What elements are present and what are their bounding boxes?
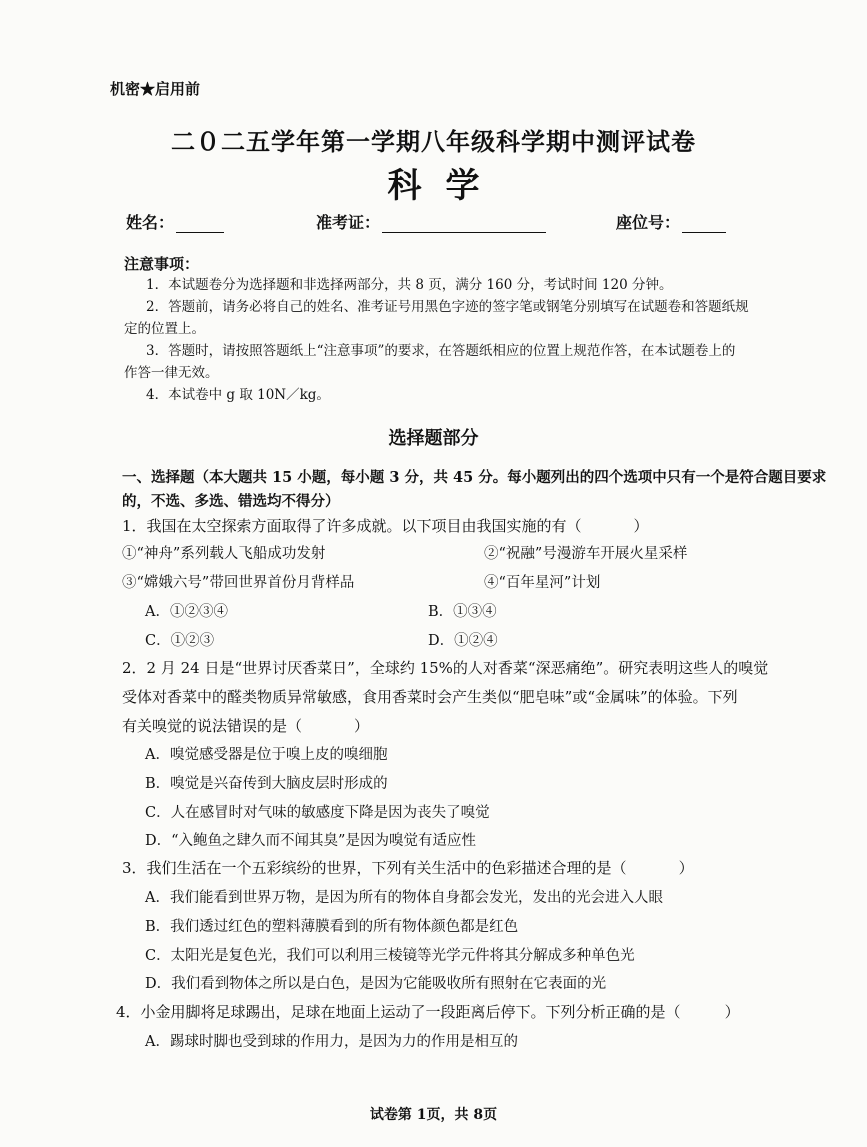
exam-number-field[interactable]: [316, 210, 546, 233]
confidential-label: 机密★启用前: [110, 80, 201, 98]
seat-field[interactable]: [616, 210, 726, 233]
question-2-option-a[interactable]: A．嗅觉感受器是位于嗅上皮的嗅细胞: [145, 747, 388, 763]
question-4-close: ）: [724, 1003, 740, 1021]
question-3-option-d[interactable]: D．我们看到物体之所以是白色，是因为它能吸收所有照射在它表面的光: [145, 976, 607, 992]
question-4-stem: [116, 1001, 740, 1022]
name-blank[interactable]: [176, 216, 224, 233]
question-3-stem: [122, 857, 694, 878]
question-1-item-2: ②“祝融”号漫游车开展火星采样: [484, 546, 688, 562]
question-1-stem: [122, 515, 649, 536]
note-1: 1．本试题卷分为选择题和非选择两部分，共 8 页，满分 160 分，考试时间 120 分钟。: [146, 277, 673, 293]
question-1-item-3: ③“嫦娥六号”带回世界首份月背样品: [122, 575, 355, 591]
question-1-option-a[interactable]: A．①②③④: [145, 604, 228, 620]
question-1-text: 1．我国在太空探索方面取得了许多成就。以下项目由我国实施的有（: [122, 517, 582, 535]
name-field[interactable]: [126, 210, 224, 233]
exam-number-blank[interactable]: [382, 216, 546, 233]
seat-blank[interactable]: [682, 216, 726, 233]
note-3: 3．答题时，请按照答题纸上“注意事项”的要求，在答题纸相应的位置上规范作答，在本试题卷上的: [146, 343, 736, 359]
note-2: 2．答题前，请务必将自己的姓名、准考证号用黑色字迹的签字笔或钢笔分别填写在试题卷和答题纸规: [146, 299, 749, 315]
question-2-option-b[interactable]: B．嗅觉是兴奋传到大脑皮层时形成的: [145, 776, 388, 792]
question-3-option-b[interactable]: B．我们透过红色的塑料薄膜看到的所有物体颜色都是红色: [145, 919, 519, 935]
question-1-option-d[interactable]: D．①②④: [428, 633, 498, 649]
section-intro-line2: 的，不选、多选、错选均不得分）: [122, 493, 340, 510]
question-3-option-c[interactable]: C．太阳光是复色光，我们可以利用三棱镜等光学元件将其分解成多种单色光: [145, 948, 635, 964]
exam-number-label: 准考证：: [316, 213, 381, 232]
section-intro-line1: 一、选择题（本大题共 15 小题，每小题 3 分，共 45 分。每小题列出的四个选项中只有一个是符合题目要求: [122, 469, 827, 486]
question-2-text: 有关嗅觉的说法错误的是（: [122, 717, 303, 735]
question-1-item-4: ④“百年星河”计划: [484, 575, 601, 591]
notes-title: 注意事项：: [124, 255, 200, 273]
question-2-line-2: 受体对香菜中的醛类物质异常敏感，食用香菜时会产生类似“肥皂味”或“金属味”的体验。下列: [122, 688, 738, 706]
seat-label: 座位号：: [616, 213, 681, 232]
question-1-close: ）: [633, 517, 649, 535]
note-3-cont: 作答一律无效。: [124, 365, 219, 381]
question-1-option-b[interactable]: B．①③④: [428, 604, 497, 620]
page-footer: 试卷第 1页，共 8页: [369, 1107, 498, 1123]
question-2-line-3: [122, 715, 369, 736]
question-1-item-1: ①“神舟”系列载人飞船成功发射: [122, 546, 326, 562]
question-4-text: 4．小金用脚将足球踢出，足球在地面上运动了一段距离后停下。下列分析正确的是（: [116, 1003, 681, 1021]
exam-title: 二０二五学年第一学期八年级科学期中测评试卷: [171, 127, 696, 156]
question-3-option-a[interactable]: A．我们能看到世界万物，是因为所有的物体自身都会发光，发出的光会进入人眼: [145, 890, 663, 906]
subject-title: 科学: [387, 166, 504, 206]
question-2-close: ）: [354, 717, 370, 735]
question-3-text: 3．我们生活在一个五彩缤纷的世界，下列有关生活中的色彩描述合理的是（: [122, 859, 627, 877]
note-4: 4．本试卷中 g 取 10N／kg。: [146, 387, 330, 403]
question-2-option-c[interactable]: C．人在感冒时对气味的敏感度下降是因为丧失了嗅觉: [145, 805, 490, 821]
question-2-option-d[interactable]: D．“入鲍鱼之肆久而不闻其臭”是因为嗅觉有适应性: [145, 833, 476, 849]
question-3-close: ）: [678, 859, 694, 877]
note-2-cont: 定的位置上。: [124, 321, 205, 337]
section-title: 选择题部分: [388, 428, 479, 449]
name-label: 姓名：: [126, 213, 175, 232]
question-4-option-a[interactable]: A．踢球时脚也受到球的作用力，是因为力的作用是相互的: [145, 1034, 518, 1050]
question-2-line-1: 2．2 月 24 日是“世界讨厌香菜日”，全球约 15%的人对香菜“深恶痛绝”。研究表明这些人的嗅觉: [122, 659, 769, 677]
question-1-option-c[interactable]: C．①②③: [145, 633, 215, 649]
